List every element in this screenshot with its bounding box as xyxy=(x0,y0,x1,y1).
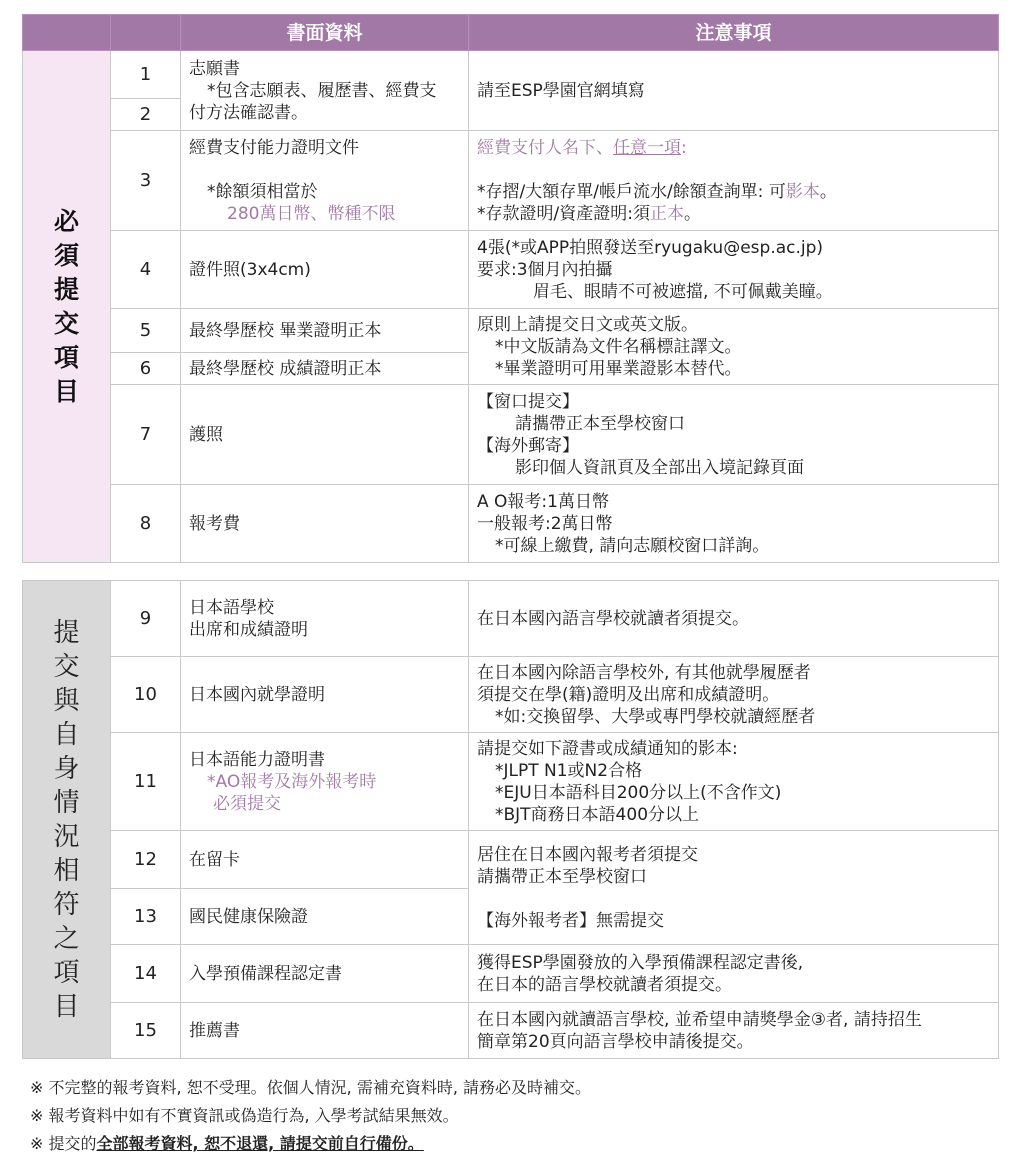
footnote-no-return: ※ 提交的全部報考資料, 恕不退還, 請提交前自行備份。 xyxy=(30,1134,424,1153)
note-financial-proof: 經費支付人名下、任意一項: *存摺/大額存單/帳戶流水/餘額查詢單: 可影本。 *存款證明/資產證明:須正本。 xyxy=(469,131,999,231)
doc-prep-course-cert: 入學預備課程認定書 xyxy=(181,945,469,1003)
row-number: 15 xyxy=(111,1003,181,1059)
doc-residence-card: 在留卡 xyxy=(181,831,469,889)
doc-transcript: 最終學歷校 成績證明正本 xyxy=(181,353,469,385)
note-japanese-proficiency: 請提交如下證書或成績通知的影本: *JLPT N1或N2合格 *EJU日本語科目200分以上(不含作文) *BJT商務日本語400分以上 xyxy=(469,733,999,831)
doc-japanese-proficiency: 日本語能力證明書 *AO報考及海外報考時 必須提交 xyxy=(181,733,469,831)
doc-passport: 護照 xyxy=(181,385,469,485)
header-notes: 注意事項 xyxy=(469,15,999,51)
doc-health-insurance: 國民健康保險證 xyxy=(181,889,469,945)
note-prep-course-cert: 獲得ESP學園發放的入學預備課程認定書後, 在日本的語言學校就讀者須提交。 xyxy=(469,945,999,1003)
row-number: 11 xyxy=(111,733,181,831)
row-number: 10 xyxy=(111,657,181,733)
row-number: 12 xyxy=(111,831,181,889)
note-exam-fee: A O報考:1萬日幣 一般報考:2萬日幣 *可線上繳費, 請向志願校窗口詳詢。 xyxy=(469,485,999,563)
note-residence-insurance: 居住在日本國內報考者須提交 請攜帶正本至學校窗口 【海外報考者】無需提交 xyxy=(469,831,999,945)
header-blank xyxy=(23,15,111,51)
footnote-incomplete: ※ 不完整的報考資料, 恕不受理。依個人情況, 需補充資料時, 請務必及時補交。 xyxy=(30,1078,592,1097)
footnotes xyxy=(30,1074,591,1158)
doc-recommendation: 推薦書 xyxy=(181,1003,469,1059)
row-number: 7 xyxy=(111,385,181,485)
row-number: 4 xyxy=(111,231,181,309)
row-number: 3 xyxy=(111,131,181,231)
row-number: 6 xyxy=(111,353,181,385)
note-recommendation: 在日本國內就讀語言學校, 並希望申請獎學金③者, 請持招生 簡章第20頁向語言學校申請後提交。 xyxy=(469,1003,999,1059)
doc-exam-fee: 報考費 xyxy=(181,485,469,563)
note-language-school-cert: 在日本國內語言學校就讀者須提交。 xyxy=(469,581,999,657)
doc-graduation-cert: 最終學歷校 畢業證明正本 xyxy=(181,309,469,353)
section-conditional-title: 提交與自身情況相符之項目 xyxy=(23,581,111,1059)
row-number: 2 xyxy=(111,99,181,131)
row-number: 8 xyxy=(111,485,181,563)
row-number: 9 xyxy=(111,581,181,657)
doc-language-school-cert: 日本語學校 出席和成績證明 xyxy=(181,581,469,657)
required-documents-table xyxy=(22,14,999,563)
note-photo: 4張(*或APP拍照發送至ryugaku@esp.ac.jp) 要求:3個月內拍攝 眉毛、眼睛不可被遮擋, 不可佩戴美瞳。 xyxy=(469,231,999,309)
row-number: 5 xyxy=(111,309,181,353)
row-number: 13 xyxy=(111,889,181,945)
header-blank-num xyxy=(111,15,181,51)
doc-domestic-enrollment: 日本國內就學證明 xyxy=(181,657,469,733)
section-required-title: 必須提交項目 xyxy=(23,51,111,563)
note-education-certs: 原則上請提交日文或英文版。 *中文版請為文件名稱標註譯文。 *畢業證明可用畢業證影本替代。 xyxy=(469,309,999,385)
note-domestic-enrollment: 在日本國內除語言學校外, 有其他就學履歷者 須提交在學(籍)證明及出席和成績證明。 *如:交換留學、大學或專門學校就讀經歷者 xyxy=(469,657,999,733)
row-number: 1 xyxy=(111,51,181,99)
note-application: 請至ESP學園官網填寫 xyxy=(469,51,999,131)
doc-application: 志願書 *包含志願表、履歷書、經費支 付方法確認書。 xyxy=(181,51,469,131)
doc-financial-proof: 經費支付能力證明文件 *餘額須相當於 280萬日幣、幣種不限 xyxy=(181,131,469,231)
doc-photo: 證件照(3x4cm) xyxy=(181,231,469,309)
note-passport: 【窗口提交】 請攜帶正本至學校窗口 【海外郵寄】 影印個人資訊頁及全部出入境記錄頁面 xyxy=(469,385,999,485)
footnote-false-info: ※ 報考資料中如有不實資訊或偽造行為, 入學考試結果無效。 xyxy=(30,1106,459,1125)
conditional-documents-table xyxy=(22,580,999,1059)
header-documents: 書面資料 xyxy=(181,15,469,51)
row-number: 14 xyxy=(111,945,181,1003)
